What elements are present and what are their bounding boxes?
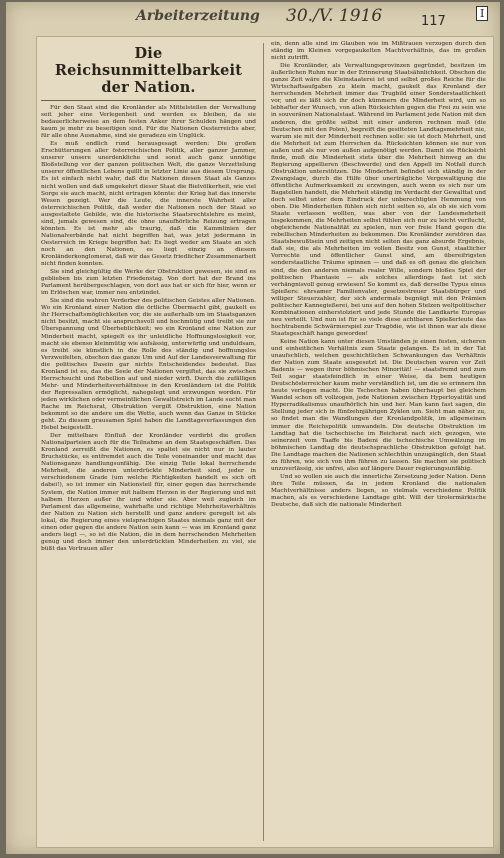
scrapbook-page xyxy=(6,2,500,854)
handwritten-date: 30./V. 1916 xyxy=(286,6,383,26)
corner-mark: I xyxy=(476,6,488,21)
paragraph: Keine Nation kann unter diesen Umständen je einen festen, sicheren und einheitlichen Verhältnis zum Staate gelangen. Es ist in der Tat unaufschlich, welchen geschichtlichen Schwankungen das Verhältnis der Nation zum Staate ausgesetzt ist. Die Deutschen waren vor Zeit Badenis — wegen ihrer böhmischen Minorität! — staatsfremd und zum Teil sogar staatsfeindlich in einer Weise, da bem heutigen Deutschösterreicher kaum mehr verständlich ist, um die so erinnern ihn heute verlegen macht. Die Tschechen haben überhaupt bei gleichem Wandel schon oft vollzogen, jede Nationen zwischen Hyperloyalität und Hyperradikalismus unaufhörlich hin und her. Man kann fast sagen, die Stellung jeder sich in fünfzehnjährigen Zyklen um. Sieht man näher zu, so findet man die Wandlungen der Kronlandpolitik, im allgemeinen immer die Reichspolitik umwandeln. Die deutsche Obstruktion im Landtag hat die tschechische im Reichsrat nach sich gezogen, wie seinerzeit vom Taaffe bis Badeni die tschechische Umwälzung im böhmischen Landtag die deutschsprachliche Obstruktion gefolgt hat. Die Landtage machen die Nationen schlechthin unzugänglich, den Staat zu führen, wie sich von ihm führen zu lassen. Sie machen sie politisch unzuverlässig, sie unfrei, also auf längere Dauer regierungsunfähig. xyxy=(271,338,486,472)
paragraph: Es muß endlich rund herausgesagt werden: Die großen Erschütterungen aller österreichischen Politik, aller ganzer Jammer, unserer unsere unerdenkliche und sonst auch ganz unnötige Bloßstellung vor der ganzen politischen Welt, die ganze Verzettelung unserer öffentlichen Lebens quillt in letzter Linie aus diesem Ursprung. Es ist einfach nicht wahr, daß die Nationen diesen Staat als Ganzes nicht wollen und daß umgekehrt dieser Staat die Bielvölkerheit, wie viel Sorge sie auch macht, nicht ertragen könnte: der Krieg hat das innerste Wesen gezeigt. Wer die Leute, die innerste Wahrheit aller österreichischen Politik, daß weder die Nationen noch der Staat so ausgestaltete Gebilde, wie die historische Staatsrechtslehre es meint, sind, jemals gewesen sind, die ohne unaufhörliche Reizung ertragen könnten. Es ist mehr als traurig, daß die Kammlinien der Nationalverbände hat nicht begriffen hat, was jetzt jedermann in Oesterreich im Kriege begriffen hat: Es liegt weder am Staate an sich noch an den Nationen, es liegt einzig an diesem Kronländerkonglomerat, daß wir das Gesetz friedlicher Zusammenarbeit nicht finden konnten. xyxy=(41,141,256,268)
paragraph: Für den Staat sind die Kronländer als Mittelstellen der Verwaltung seit jeher eine Verlegenheit und werden es bleiben, da sie bedauerlicherweise an dem festen Anker ihrer Schulden hängen und kaum je mehr zu beseitigen sind. Für die Nationen Oesterreichs aber, für alle ohne Ausnahme, sind sie geradezu ein Unglück. xyxy=(41,105,256,140)
newspaper-name: Arbeiterzeitung xyxy=(136,8,260,24)
page-number: 117 xyxy=(421,14,446,29)
paragraph: Der mittelbare Einfluß der Kronländer verdirbt die großen Nationalparteien auch für die Teilnahme an dem Staatsgeschäften. Das Kronland zerreißt die Nationen, es spaltet sie nicht nur in lauter Bruchstücke, es entfremdet auch die Teile voneinander und macht das Nationsganze handlungsunfähig. Die einzig Teile lokal herrschende Mehrheit, die anderen unterdrückte Minderheit sind, jeder in verschiedenem Grade (um welche Richtigkeiten handelt es sich oft dabei!), so ist immer ein Nationsteil für, einer gegen das herrschende System, die Nation immer mit halbem Herzen in der Regierung und mit halbem Herzen außer ihr und wider sie. Aber weil zugleich im Parlament das allgemeine, wahrhafte und richtige Mehrheitsverhältnis der Nation zu Nation sich herstellt und ganz andere geregelt ist als lokal, die Regierung eines vielsprachigen Staates niemals ganz mit der einen oder gegen die andere Nation sein kann — was im Kronland ganz anders liegt —, so ist die Nation, die in dem herrschenden Mehrheiten genug und doch immer den unterdrückten Minderheiten zu viel, sie büßt das Vertrauen aller xyxy=(41,433,256,552)
paragraph: Die Kronländer, als Verwaltungsprovinzen gegründet, besitzen im äußerlichen Ruhm nur in der Erinnerung Staatsähnlichkeit. Obschon die ganze Zeit wäre die Kleinstaaterei ist und selbst großes Reiche für die Wirtschaftsaufgaben zu klein macht, gaukelt das Kronland der herrschenden Mehrheit immer das Trugbild einer Sonderstaatlichkeit vor, und es läßt sich ihr doch kümmern die Minderheit wird, um so lebhafter der Wunsch, von allen Rücksichten gegen die Frei zu sein wie in souveränen Nationalstaat. Während im Parlament jede Nation mit den anderen, die größte selbst mit einer anderen rechnen muß (die Deutschen mit den Polen), begreift die gesitteten Landtagsmehrheit nie, warum sie mit der Minderheit rechnen solle: sie ist doch Mehrheit, und die Mehrheit ist zum Herrschen da. Rücksichten können sie nur von außen und als nur von außen aufgenötigt werden. Damit sie Rücksicht finde, muß die Minderheit stets über die Mehrheit hinweg an die Regierung appellieren (Beschwerde) und den Appell im Notfall durch Obstruktion unterstützen. Die Minderheit befindet sich ständig in der Zwangslage, durch die Hilfe über unerträgliche Vergewaltigung die öffentliche Aufmerksamkeit zu erzwingen, auch wenn es sich nur um Bagatellen handelt, die Mehrheit ständig im Verdacht der Gewalttat und doch selbst unter dem Eindruck der unberechtigten Hemmung von oben. Die Minderheiten fühlen sich nicht selten so, als ob sie sich vom Staate verlassen wollten, was aber von der Landesmehrheit losgekommen, die Mehrheiten selbst fühlen sich nur zu leicht verflucht, obgleichende Nationalität zu spielen, nun vor freie Hand gegen die rebellischen Minderheiten zu bekommen. Die Kronländer zerstören das Staatsbewußtsein und zeitigen nicht selten das ganz absurde Ergebnis, daß sie, die als Mehrheiten im vollen Besitz von Gunst, staatlicher Vorrechte und öffentlicher Gunst sind, am übereifrigsten sonderstaatliche Träume spinnen — und daß es oft genau die gleichen sind, die den anderen niemals realer Wille, sondern bloßes Spiel der politischen Phantasie — als solches allerdings fast ist sich verhängnisvoll genug erwiesen! So kommt es, daß derselbe Typus eines Spießers: ehrsamer Familienvater, gesetzestreuer Staatsbürger und williger Steuerzahler, der sich andermals begnügt mit den Prämien politischer Kannegießerei, bei uns auf den hohen Stelzen weltpolitischer Kombinationen einherstolziert und jede Stunde die Landkarte Europas neu verteilt. Und nun ist für so viele diese achtbaren Spießerleute das hochtrabende Schwärmerspiel zur Tragödie, wie ist ihnen war als diese Staatsgeschäft hange gewordeн! xyxy=(271,63,486,337)
column-divider xyxy=(263,43,264,841)
paragraph: Sie sind gleichgültig die Werke der Obstruktion gewesen, sie sind es geblieben bis zum letzten Friedenstag. Von dort hat der Brand ins Parlament herübergeschlagen, von dort aus hat er sich für hier, wenn er im Erlöschen war, immer neu entzündet. xyxy=(41,269,256,297)
newspaper-clipping xyxy=(36,36,494,848)
paragraph: Und so wollen sie auch die innerliche Zersetzung jeder Nation. Denn ihre Teile müssen, da in jedem Kronland die nationalen Machtverhältnisse anders liegen, so vielmals verschiedene Politik machen, als es verschiedene Landtage gibt. Will der tirolermärkische Deutsche, daß sich die nationale Minderheit xyxy=(271,473,486,509)
article-headline: Die Reichsunmittelbarkeit der Nation. xyxy=(41,45,256,101)
paragraph: Sie sind die wahren Verderber des politischen Geistes aller Nationen. Wo ein Kronland einer Nation die örtliche Übermacht gibt, gaukelt es ihr Herrschaftsmöglichkeiten vor, die sie außerhalb um im Staatsganzen nicht besitzt, macht sie anspruchsvoll und hochmütig und treibt sie zur Überspannung und Überheblichkeit; wo ein Kronland eine Nation zur Minderheit macht, spiegelt es ihr unleidliche Hoffnungslosigkeit vor, macht sie ebenso kleinmütig wie aufsässig, unterwürfig und unduldsam, es treibt sie künstlich in die Rolle des ständig und hoffnungslos Verzweifelten, obschon das ganze Um und Auf der Landesverwaltung für die politisches Dasein gar nichts Entscheidendes bedeutet. Das Kronland ist es, das die Seele der Nationen vergiftet, das sie zwischen Herrschsucht und Rebellion auf und nieder wirft. Durch die zufälligen Mehr- und Minderheitsverhältnisse in den Kronländern ist die Politik der Repressalien ermöglicht, nahegelegt und erzwungen worden. Für jeden wirklichen oder vermeintlichen Gewaltstreich im Lande sucht man Rache im Reichsrat, Obstruktion vergilt Obstruktion, eine Nation bekommt so die andere um die Wette, auch wenn das Ganze in Stücke geht. Zu diesem grausamen Spiel haben die Landtagsverfassungen den Hebel beigestellt. xyxy=(41,298,256,432)
article-column-right xyxy=(271,41,486,843)
page-header xyxy=(136,6,496,32)
paragraph: ein, denn alle sind im Glauben wie im Mißtrauen verzogen durch den ständig im Kleinen vorgegaukelten Machtverhältnis, das im großen nicht zutrifft. xyxy=(271,41,486,62)
article-column-left xyxy=(41,41,256,843)
